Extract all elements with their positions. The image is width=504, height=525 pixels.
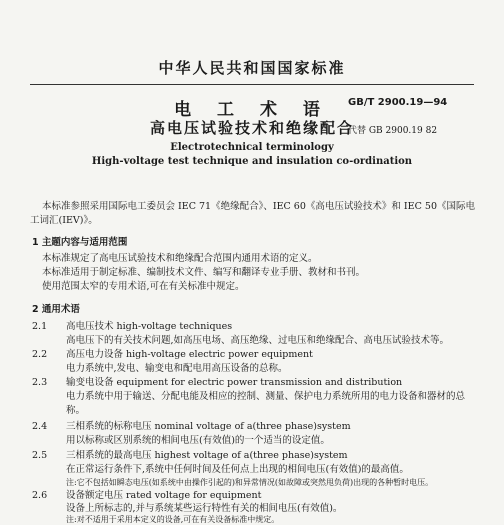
- term-number: 2.6: [32, 490, 48, 501]
- section-1-line: 使用范围太窄的专用术语,可在有关标准中规定。: [42, 281, 245, 292]
- term-title: 设备额定电压 rated voltage for equipment: [66, 490, 262, 501]
- title-en-2: High-voltage test technique and insulation co-ordination: [91, 156, 413, 167]
- section-1-line: 本标准规定了高电压试验技术和绝缘配合范围内通用术语的定义。: [42, 253, 318, 264]
- term-title: 三相系统的标称电压 nominal voltage of a(three phase)system: [66, 421, 351, 432]
- replaces-standard: 代替 GB 2900.19 82: [348, 126, 438, 136]
- term-definition: 称。: [66, 405, 86, 416]
- term-number: 2.5: [32, 450, 48, 461]
- national-standard-title: 中华人民共和国国家标准: [158, 59, 346, 77]
- term-number: 2.4: [32, 421, 48, 432]
- term-definition: 在正常运行条件下,系统中任何时间及任何点上出现的相间电压(有效值)的最高值。: [66, 464, 409, 475]
- standard-title-cn-2: 高电压试验技术和绝缘配合: [149, 119, 354, 137]
- section-heading-2: 2 通用术语: [32, 304, 80, 315]
- term-title: 高压电力设备 high-voltage electric power equipment: [66, 349, 313, 360]
- intro-line-1: 本标准参照采用国际电工委员会 IEC 71《绝缘配合》、IEC 60《高电压试验技术》和 IEC 50《国际电: [42, 201, 475, 212]
- title-en-1: Electrotechnical terminology: [170, 142, 334, 153]
- section-heading-1: 1 主题内容与适用范围: [32, 237, 128, 248]
- term-note: 注:它不包括如瞬态电压(如系统中由操作引起的)和异常情况(如故障或突然甩负荷)出现的各种暂时电压。: [66, 478, 434, 487]
- term-title: 输变电设备 equipment for electric power transmission and distribution: [66, 377, 403, 388]
- term-definition: 高电压下的有关技术问题,如高压电场、高压绝缘、过电压和绝缘配合、高电压试验技术等。: [66, 335, 450, 346]
- section-1-line: 本标准适用于制定标准、编制技术文件、编写和翻译专业手册、教材和书刊。: [42, 267, 366, 278]
- term-definition: 用以标称或区别系统的相间电压(有效值)的一个适当的设定值。: [66, 435, 330, 446]
- term-note: 注:对不适用于采用本定义的设备,可在有关设备标准中规定。: [66, 515, 280, 524]
- standard-number: GB/T 2900.19—94: [348, 97, 448, 108]
- term-number: 2.2: [32, 349, 48, 360]
- term-definition: 电力系统中,发电、输变电和配电用高压设备的总称。: [66, 363, 288, 374]
- standard-title-cn-1: 电 工 术 语: [174, 100, 330, 120]
- intro-line-2: 工词汇(IEV)》。: [30, 215, 98, 226]
- term-title: 三相系统的最高电压 highest voltage of a(three phase)system: [66, 450, 348, 461]
- header-divider: [30, 84, 474, 85]
- term-number: 2.3: [32, 377, 48, 388]
- term-number: 2.1: [32, 321, 48, 332]
- term-title: 高电压技术 high-voltage techniques: [66, 321, 233, 332]
- term-definition: 电力系统中用于输送、分配电能及相应的控制、测量、保护电力系统所用的电力设备和器材的总: [66, 391, 466, 402]
- term-definition: 设备上所标志的,并与系统某些运行特性有关的相间电压(有效值)。: [66, 503, 343, 514]
